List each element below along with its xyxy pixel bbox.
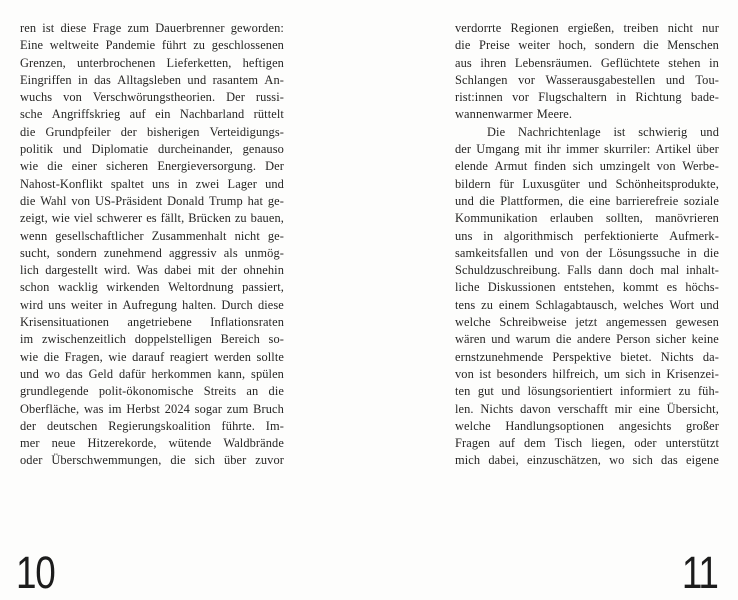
text-line: und wo das Geld dafür herkommen kann, spülen xyxy=(20,366,284,381)
text-line: welche Schreibweise jetzt angemessen gewesen xyxy=(455,315,719,330)
text-line: mich dabei, einzuschätzen, wo sich das eigene xyxy=(455,453,719,468)
text-line: oder Überschwemmungen, die sich über zuvor xyxy=(20,453,284,468)
page-left-text-column xyxy=(20,20,284,470)
text-line: der deutschen Regierungskoalition führte. Im- xyxy=(20,418,284,433)
text-line: elende Armut finden sich umzingelt von Werbe- xyxy=(455,159,719,174)
page-number-left: 10 xyxy=(16,547,55,598)
text-line: Krisensituationen angetriebene Inflationsraten xyxy=(20,315,284,330)
text-line: lich dargestellt wird. Was dabei mit der ohnehin xyxy=(20,263,284,278)
text-line: liche Diskussionen entstehen, kommt es höchs- xyxy=(455,280,719,295)
text-line: mer neue Hitzerekorde, wütende Waldbrände xyxy=(20,436,284,451)
text-line: Die Nachrichtenlage ist schwierig und xyxy=(487,124,719,139)
text-line: der Umgang mit ihr immer skurriler: Artikel über xyxy=(455,142,719,157)
text-line: die Grundpfeiler der bisherigen Verteidigungs- xyxy=(20,124,284,139)
text-line: uns in algorithmisch perfektionierte Aufmerk- xyxy=(455,228,719,243)
text-line: ten gut und lösungsorientiert informiert zu füh- xyxy=(455,384,719,399)
text-line: sucht, sondern zunehmend aggressiv als unmög- xyxy=(20,245,284,260)
text-line: wie die einer sicheren Energieversorgung. Der xyxy=(20,159,284,174)
page-right-text-column xyxy=(455,20,719,470)
text-line: Nahost-Konflikt spaltet uns in zwei Lager und xyxy=(20,176,284,191)
text-line: bildern für Luxusgüter und Schönheitsprodukte, xyxy=(455,176,719,191)
text-line: zeigt, wie viel schwerer es fällt, Brücken zu bauen, xyxy=(20,211,284,226)
text-line: ernstzunehmende Perspektive bietet. Nichts da- xyxy=(455,349,719,364)
text-line: tens zu einem Schlagabtausch, welches Wort und xyxy=(455,297,719,312)
text-line: Eingriffen in das Alltagsleben und rasantem An- xyxy=(20,72,284,87)
text-line: die Preise weiter hoch, sondern die Menschen xyxy=(455,38,719,53)
text-line: wannenwarmer Meere. xyxy=(455,107,573,122)
text-line: wären und warum die andere Person sicher keine xyxy=(455,332,719,347)
text-line: welche Handlungsoptionen angesichts großer xyxy=(455,418,719,433)
text-line: politik und Diplomatie durcheinander, genauso xyxy=(20,142,284,157)
text-line: Schlangen vor Wasserausgabestellen und Tou- xyxy=(455,72,719,87)
text-line: sche Angriffskrieg auf ein Nachbarland rüttelt xyxy=(20,107,284,122)
text-line: Kommunikation erlauben sollten, manövrieren xyxy=(455,211,719,226)
text-line: Grenzen, unterbrochenen Lieferketten, heftigen xyxy=(20,55,284,70)
text-line: Schuldzuschreibung. Falls dann doch mal inhalt- xyxy=(455,263,719,278)
text-line: von ist besonders hilfreich, um sich in Krisenzei- xyxy=(455,366,719,381)
text-line: rist:innen vor Flugschaltern in Richtung bade- xyxy=(455,90,719,105)
text-line: die Wahl von US-Präsident Donald Trump hat ge- xyxy=(20,193,284,208)
text-line: len. Nichts davon verschafft mir eine Übersicht, xyxy=(455,401,719,416)
text-line: grundlegende polit-ökonomische Streits an die xyxy=(20,384,284,399)
text-line: verdorrte Regionen ergießen, treiben nicht nur xyxy=(455,21,719,35)
text-line: Oberfläche, was im Herbst 2024 sogar zum Bruch xyxy=(20,401,284,416)
text-line: aus ihren Lebensräumen. Geflüchtete stehen in xyxy=(455,55,719,70)
page-number-right: 11 xyxy=(682,547,718,598)
text-line: ren ist diese Frage zum Dauerbrenner geworden: xyxy=(20,21,284,35)
text-line: wenn gesellschaftlicher Zusammenhalt nicht ge- xyxy=(20,228,284,243)
text-line: samkeitsfallen und von der Lösungssuche in die xyxy=(455,245,719,260)
text-line: Eine weltweite Pandemie führt zu geschlossenen xyxy=(20,38,284,53)
text-line: und die Plattformen, die eine barrierefreie soziale xyxy=(455,193,719,208)
text-line: wie die Fragen, wie darauf reagiert werden sollte xyxy=(20,349,284,364)
text-line: schon wacklig wirkenden Weltordnung passiert, xyxy=(20,280,284,295)
text-line: Fragen auf dem Tisch liegen, oder unterstützt xyxy=(455,436,719,451)
text-line: im zwischenzeitlich doppelstelligen Bereich so- xyxy=(20,332,284,347)
text-line: wird uns weiter in Aufregung halten. Durch diese xyxy=(20,297,284,312)
text-line: wuchs von Verschwörungstheorien. Der russi- xyxy=(20,90,284,105)
